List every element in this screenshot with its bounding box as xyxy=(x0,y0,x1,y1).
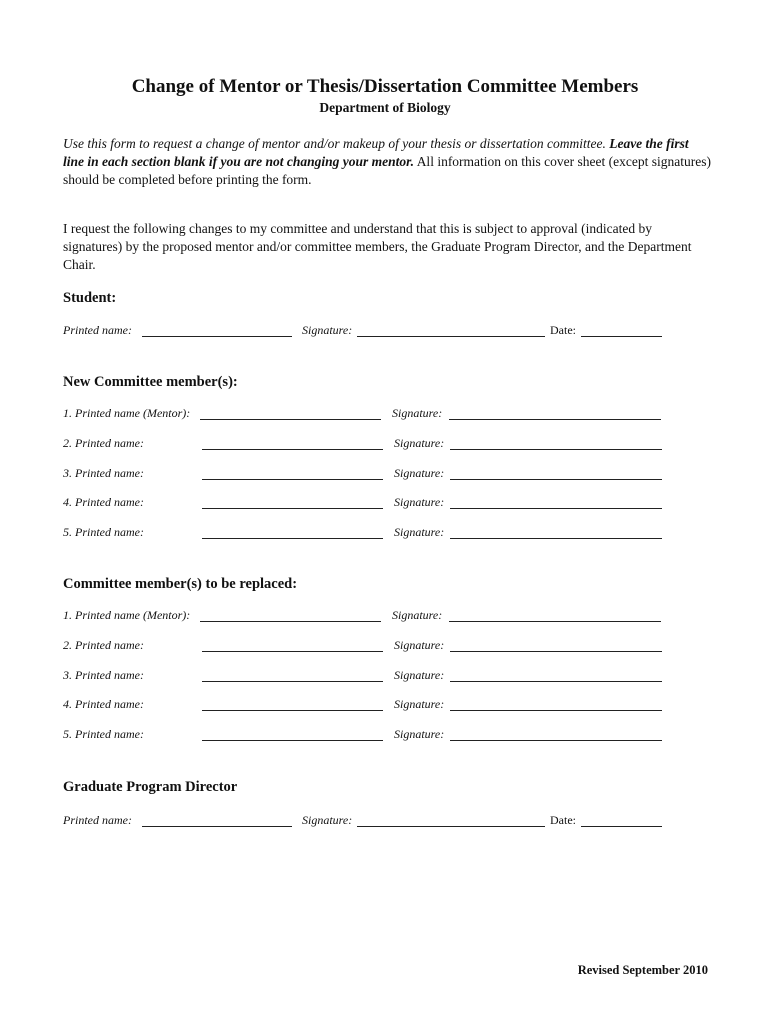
replaced-member-2-name-field[interactable] xyxy=(202,651,383,652)
student-date-label: Date: xyxy=(550,323,576,337)
replaced-member-5-signature-field[interactable] xyxy=(450,740,662,741)
director-printed-name-field[interactable] xyxy=(142,826,292,827)
replaced-member-1-label: 1. Printed name (Mentor): xyxy=(63,608,191,622)
form-title: Change of Mentor or Thesis/Dissertation Committee Members xyxy=(131,76,639,97)
replaced-member-4-label: 4. Printed name: xyxy=(63,697,144,711)
replaced-member-4-signature-field[interactable] xyxy=(450,710,662,711)
request-paragraph: I request the following changes to my committee and understand that this is subject to approval (indicated by signatures) by the proposed mentor and/or committee members, the Graduate Program Director, and the Department Chair. xyxy=(63,221,692,272)
student-heading: Student: xyxy=(63,290,117,306)
new-members-heading: New Committee member(s): xyxy=(63,374,238,390)
new-member-5-label: 5. Printed name: xyxy=(63,525,144,539)
replaced-member-5-name-field[interactable] xyxy=(202,740,383,741)
replaced-member-4-signature-label: Signature: xyxy=(394,697,445,711)
student-signature-label: Signature: xyxy=(302,323,353,337)
new-member-5-name-field[interactable] xyxy=(202,538,383,539)
director-signature-label: Signature: xyxy=(302,813,353,827)
student-date-field[interactable] xyxy=(581,336,662,337)
department-subtitle: Department of Biology xyxy=(319,100,451,115)
director-signature-field[interactable] xyxy=(357,826,545,827)
replaced-member-1-signature-field[interactable] xyxy=(449,621,661,622)
new-member-1-signature-field[interactable] xyxy=(449,419,661,420)
director-date-label: Date: xyxy=(550,813,576,827)
new-member-2-signature-field[interactable] xyxy=(450,449,662,450)
new-member-2-name-field[interactable] xyxy=(202,449,383,450)
replaced-member-1-signature-label: Signature: xyxy=(392,608,443,622)
intro-bold-italic: Leave the first line in each section blank if you are not changing your mentor. xyxy=(63,136,689,169)
replaced-members-heading: Committee member(s) to be replaced: xyxy=(63,576,298,592)
director-date-field[interactable] xyxy=(581,826,662,827)
director-heading: Graduate Program Director xyxy=(63,779,238,795)
replaced-member-3-name-field[interactable] xyxy=(202,681,383,682)
replaced-member-3-signature-label: Signature: xyxy=(394,668,445,682)
intro-italic: Use this form to request a change of mentor and/or makeup of your thesis or dissertation committee. xyxy=(63,136,606,151)
new-member-3-label: 3. Printed name: xyxy=(63,466,144,480)
revision-note: Revised September 2010 xyxy=(577,963,708,977)
new-member-2-label: 2. Printed name: xyxy=(63,436,144,450)
student-printed-name-field[interactable] xyxy=(142,336,292,337)
new-member-4-signature-field[interactable] xyxy=(450,508,662,509)
new-member-1-signature-label: Signature: xyxy=(392,406,443,420)
new-member-1-label: 1. Printed name (Mentor): xyxy=(63,406,191,420)
student-printed-name-label: Printed name: xyxy=(63,323,132,337)
new-member-5-signature-label: Signature: xyxy=(394,525,445,539)
new-member-5-signature-field[interactable] xyxy=(450,538,662,539)
replaced-member-2-signature-field[interactable] xyxy=(450,651,662,652)
replaced-member-5-signature-label: Signature: xyxy=(394,727,445,741)
director-printed-name-label: Printed name: xyxy=(63,813,132,827)
new-member-4-label: 4. Printed name: xyxy=(63,495,144,509)
replaced-member-2-label: 2. Printed name: xyxy=(63,638,144,652)
replaced-member-4-name-field[interactable] xyxy=(202,710,383,711)
replaced-member-3-signature-field[interactable] xyxy=(450,681,662,682)
student-signature-field[interactable] xyxy=(357,336,545,337)
new-member-1-name-field[interactable] xyxy=(200,419,381,420)
intro-normal: All information on this cover sheet (except signatures) should be completed before printing the form. xyxy=(63,154,711,187)
new-member-4-name-field[interactable] xyxy=(202,508,383,509)
replaced-member-5-label: 5. Printed name: xyxy=(63,727,144,741)
replaced-member-3-label: 3. Printed name: xyxy=(63,668,144,682)
replaced-member-2-signature-label: Signature: xyxy=(394,638,445,652)
new-member-2-signature-label: Signature: xyxy=(394,436,445,450)
new-member-4-signature-label: Signature: xyxy=(394,495,445,509)
intro-paragraph xyxy=(63,135,713,189)
replaced-member-1-name-field[interactable] xyxy=(200,621,381,622)
new-member-3-signature-label: Signature: xyxy=(394,466,445,480)
new-member-3-name-field[interactable] xyxy=(202,479,383,480)
new-member-3-signature-field[interactable] xyxy=(450,479,662,480)
